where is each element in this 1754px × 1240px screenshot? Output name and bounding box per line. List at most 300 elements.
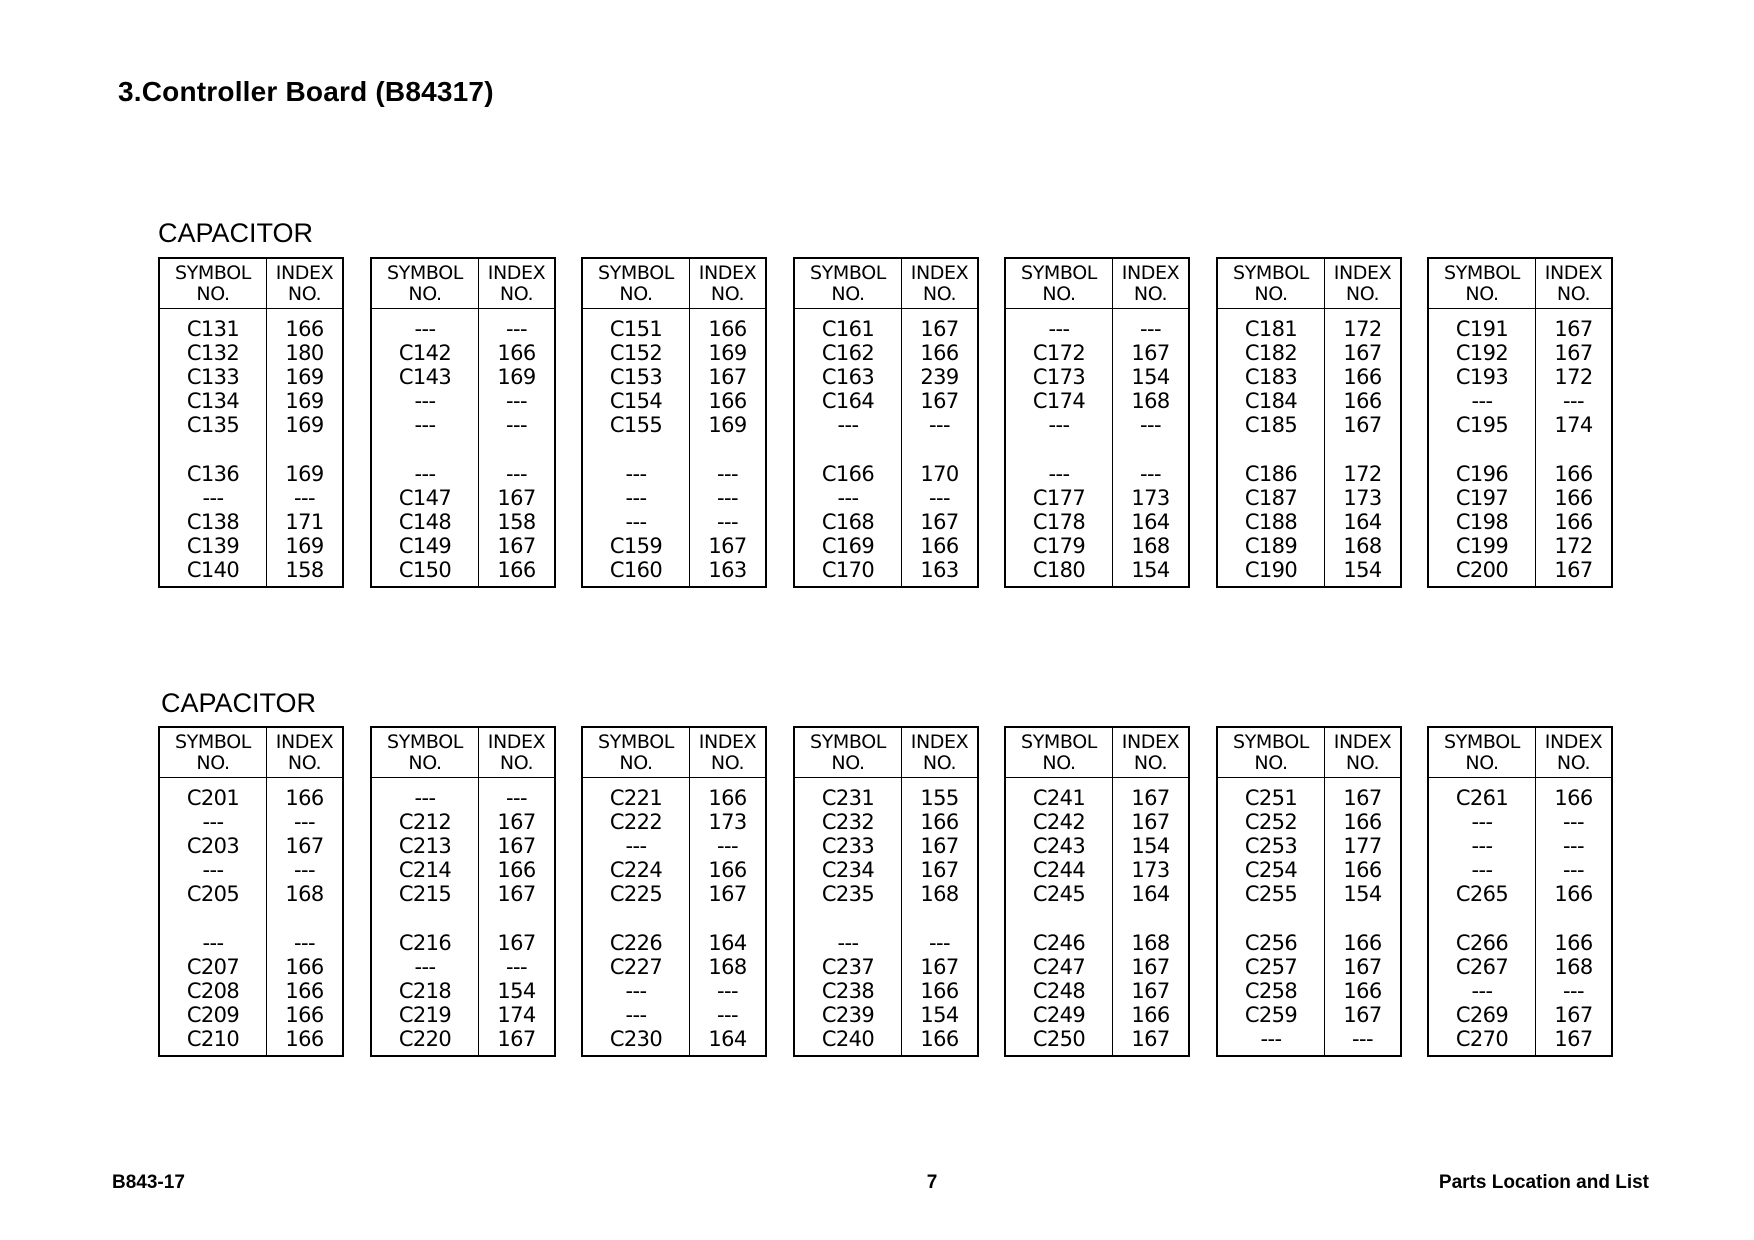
index-no-cell: 166	[1343, 858, 1382, 882]
symbol-no-cell: ---	[1471, 834, 1493, 858]
symbol-no-cell: C162	[821, 341, 875, 365]
symbol-no-header	[795, 730, 901, 776]
header-text: NO.	[408, 752, 442, 774]
index-no-cell: 173	[708, 810, 747, 834]
symbol-no-cell: C230	[609, 1027, 663, 1051]
index-no-cell: 166	[285, 1003, 324, 1027]
symbol-no-cell: C191	[1455, 317, 1509, 341]
header-divider	[160, 777, 342, 778]
symbol-no-cell: C209	[186, 1003, 240, 1027]
header-text: NO.	[1556, 752, 1591, 774]
symbol-no-cell: ---	[1471, 979, 1493, 1003]
symbol-no-cell: C254	[1244, 858, 1298, 882]
symbol-no-cell: C242	[1032, 810, 1086, 834]
index-no-cell: 168	[1554, 955, 1593, 979]
symbol-no-cell: C266	[1455, 931, 1509, 955]
index-no-header	[267, 730, 342, 776]
symbol-no-cell: C219	[398, 1003, 452, 1027]
symbol-no-cell: C140	[186, 558, 240, 582]
symbol-no-cell: C226	[609, 931, 663, 955]
index-no-cell: 166	[920, 810, 959, 834]
index-no-cell: 169	[285, 389, 324, 413]
symbol-no-cell: ---	[414, 413, 436, 437]
footer-model-number: B843-17	[112, 1172, 185, 1193]
index-no-cell: 167	[1131, 955, 1170, 979]
header-text: INDEX	[1333, 731, 1392, 753]
symbol-no-cell: ---	[414, 786, 436, 810]
symbol-no-cell: C247	[1032, 955, 1086, 979]
header-text: SYMBOL	[810, 731, 886, 753]
symbol-no-cell: ---	[414, 389, 436, 413]
index-no-cell: 164	[1131, 510, 1170, 534]
index-no-header	[1536, 261, 1611, 307]
index-no-cell: 172	[1554, 365, 1593, 389]
symbol-no-cell: ---	[837, 486, 859, 510]
symbol-no-cell: C172	[1032, 341, 1086, 365]
symbol-no-cell: C253	[1244, 834, 1298, 858]
symbol-no-cell: ---	[837, 931, 859, 955]
index-no-cell: 166	[1554, 786, 1593, 810]
symbol-no-cell: C257	[1244, 955, 1298, 979]
index-no-cell: ---	[1140, 413, 1161, 437]
index-no-cell: 167	[1131, 979, 1170, 1003]
index-no-cell: 168	[1343, 534, 1382, 558]
index-no-cell: ---	[506, 955, 527, 979]
symbol-no-cell: C182	[1244, 341, 1298, 365]
symbol-no-cell: C142	[398, 341, 452, 365]
parts-table	[793, 726, 979, 1057]
parts-table	[370, 257, 556, 588]
header-divider	[1429, 308, 1611, 309]
symbol-no-cell: C267	[1455, 955, 1509, 979]
index-no-cell: 166	[708, 786, 747, 810]
symbol-no-cell: C132	[186, 341, 240, 365]
symbol-no-cell: ---	[625, 1003, 647, 1027]
index-no-cell: 167	[497, 810, 536, 834]
index-no-cell: 164	[708, 931, 747, 955]
header-text: SYMBOL	[1233, 262, 1309, 284]
symbol-no-cell: C214	[398, 858, 452, 882]
symbol-no-cell: ---	[1471, 810, 1493, 834]
symbol-no-cell: ---	[202, 858, 224, 882]
index-no-cell: 172	[1554, 534, 1593, 558]
header-text: SYMBOL	[387, 262, 463, 284]
index-no-cell: ---	[1140, 462, 1161, 486]
index-no-header	[1113, 730, 1188, 776]
symbol-no-cell: C255	[1244, 882, 1298, 906]
header-text: INDEX	[910, 731, 969, 753]
symbol-no-cell: C256	[1244, 931, 1298, 955]
header-divider	[372, 777, 554, 778]
index-no-header	[1325, 730, 1400, 776]
header-text: NO.	[619, 752, 653, 774]
header-divider	[1429, 777, 1611, 778]
parts-table	[370, 726, 556, 1057]
header-divider	[160, 308, 342, 309]
symbol-no-cell: C203	[186, 834, 240, 858]
symbol-no-cell: C218	[398, 979, 452, 1003]
header-text: NO.	[287, 283, 322, 305]
header-text: NO.	[1556, 283, 1591, 305]
index-no-cell: 172	[1343, 317, 1382, 341]
symbol-no-cell: C246	[1032, 931, 1086, 955]
symbol-no-cell: C187	[1244, 486, 1298, 510]
header-text: NO.	[408, 283, 442, 305]
index-no-cell: 167	[497, 534, 536, 558]
parts-table	[158, 726, 344, 1057]
header-divider	[1218, 777, 1400, 778]
header-text: NO.	[499, 752, 534, 774]
index-no-cell: 167	[920, 389, 959, 413]
index-no-cell: 167	[1343, 786, 1382, 810]
symbol-no-cell: C225	[609, 882, 663, 906]
index-no-cell: 167	[1554, 1027, 1593, 1051]
index-no-cell: 164	[1131, 882, 1170, 906]
header-text: SYMBOL	[175, 731, 251, 753]
index-no-cell: 166	[497, 341, 536, 365]
index-no-cell: ---	[1140, 317, 1161, 341]
header-text: NO.	[922, 752, 957, 774]
symbol-no-cell: C238	[821, 979, 875, 1003]
symbol-no-cell: C233	[821, 834, 875, 858]
symbol-no-cell: ---	[837, 413, 859, 437]
symbol-no-cell: ---	[202, 810, 224, 834]
symbol-no-cell: ---	[202, 931, 224, 955]
symbol-no-header	[1429, 261, 1535, 307]
index-no-cell: 169	[708, 341, 747, 365]
symbol-no-cell: C200	[1455, 558, 1509, 582]
symbol-no-cell: ---	[625, 510, 647, 534]
symbol-no-cell: C201	[186, 786, 240, 810]
index-no-cell: 154	[1131, 365, 1170, 389]
parts-table	[158, 257, 344, 588]
symbol-no-cell: C131	[186, 317, 240, 341]
page-title: 3.Controller Board (B84317)	[118, 76, 494, 107]
index-no-cell: ---	[1563, 389, 1584, 413]
symbol-no-cell: C192	[1455, 341, 1509, 365]
symbol-no-cell: ---	[1471, 389, 1493, 413]
index-no-cell: ---	[1352, 1027, 1373, 1051]
symbol-no-cell: C151	[609, 317, 663, 341]
header-text: NO.	[1345, 283, 1380, 305]
index-no-cell: 166	[285, 786, 324, 810]
header-text: INDEX	[487, 731, 546, 753]
header-text: INDEX	[487, 262, 546, 284]
index-no-cell: 166	[708, 858, 747, 882]
index-no-cell: 167	[497, 1027, 536, 1051]
index-no-cell: 167	[708, 882, 747, 906]
index-no-cell: 166	[920, 979, 959, 1003]
index-no-cell: 167	[920, 510, 959, 534]
index-no-cell: ---	[717, 834, 738, 858]
index-no-header	[690, 261, 765, 307]
index-no-cell: 166	[1554, 882, 1593, 906]
symbol-no-cell: C159	[609, 534, 663, 558]
symbol-no-cell: C184	[1244, 389, 1298, 413]
symbol-no-cell: ---	[414, 955, 436, 979]
symbol-no-cell: C178	[1032, 510, 1086, 534]
symbol-no-cell: C139	[186, 534, 240, 558]
index-no-cell: 154	[497, 979, 536, 1003]
index-no-cell: 154	[1131, 834, 1170, 858]
symbol-no-cell: C161	[821, 317, 875, 341]
index-no-cell: 166	[1343, 931, 1382, 955]
index-no-cell: 170	[920, 462, 959, 486]
symbol-no-cell: C269	[1455, 1003, 1509, 1027]
symbol-no-cell: C190	[1244, 558, 1298, 582]
index-no-cell: 163	[708, 558, 747, 582]
header-text: NO.	[1042, 283, 1076, 305]
symbol-no-cell: C147	[398, 486, 452, 510]
index-no-cell: 169	[497, 365, 536, 389]
header-text: NO.	[831, 752, 865, 774]
symbol-no-header	[1218, 730, 1324, 776]
header-text: SYMBOL	[598, 731, 674, 753]
symbol-no-cell: C163	[821, 365, 875, 389]
index-no-cell: 166	[1131, 1003, 1170, 1027]
index-no-header	[902, 261, 977, 307]
index-no-header	[1325, 261, 1400, 307]
symbol-no-cell: C193	[1455, 365, 1509, 389]
header-text: INDEX	[1121, 731, 1180, 753]
symbol-no-cell: C245	[1032, 882, 1086, 906]
header-text: SYMBOL	[1021, 262, 1097, 284]
section-label: CAPACITOR	[161, 688, 317, 718]
index-no-cell: 167	[708, 534, 747, 558]
index-no-cell: ---	[506, 413, 527, 437]
index-no-cell: ---	[1563, 858, 1584, 882]
symbol-no-cell: ---	[625, 834, 647, 858]
symbol-no-cell: C240	[821, 1027, 875, 1051]
index-no-cell: 167	[1343, 1003, 1382, 1027]
index-no-cell: 166	[1343, 810, 1382, 834]
symbol-no-cell: C220	[398, 1027, 452, 1051]
symbol-no-cell: C169	[821, 534, 875, 558]
symbol-no-cell: C248	[1032, 979, 1086, 1003]
index-no-cell: 155	[920, 786, 959, 810]
header-divider	[583, 777, 765, 778]
index-no-cell: 167	[1131, 341, 1170, 365]
symbol-no-cell: C212	[398, 810, 452, 834]
header-text: SYMBOL	[1233, 731, 1309, 753]
index-no-cell: 167	[497, 486, 536, 510]
index-no-cell: 166	[285, 317, 324, 341]
symbol-no-cell: C231	[821, 786, 875, 810]
symbol-no-cell: C170	[821, 558, 875, 582]
symbol-no-cell: C222	[609, 810, 663, 834]
symbol-no-cell: C210	[186, 1027, 240, 1051]
symbol-no-cell: ---	[625, 462, 647, 486]
symbol-no-header	[1006, 730, 1112, 776]
symbol-no-header	[583, 730, 689, 776]
header-text: NO.	[196, 752, 230, 774]
symbol-no-cell: C152	[609, 341, 663, 365]
index-no-cell: ---	[506, 389, 527, 413]
parts-table	[1004, 726, 1190, 1057]
header-text: NO.	[1254, 752, 1288, 774]
index-no-cell: 163	[920, 558, 959, 582]
header-text: INDEX	[698, 731, 757, 753]
index-no-cell: 167	[1343, 955, 1382, 979]
header-text: NO.	[1133, 752, 1168, 774]
index-no-cell: 167	[1554, 558, 1593, 582]
index-no-cell: 180	[285, 341, 324, 365]
header-text: NO.	[499, 283, 534, 305]
symbol-no-cell: C207	[186, 955, 240, 979]
index-no-cell: 154	[920, 1003, 959, 1027]
index-no-cell: ---	[929, 413, 950, 437]
symbol-no-cell: C149	[398, 534, 452, 558]
parts-table	[1216, 257, 1402, 588]
index-no-cell: ---	[294, 486, 315, 510]
index-no-cell: 167	[920, 834, 959, 858]
parts-table	[581, 257, 767, 588]
header-text: SYMBOL	[1444, 731, 1520, 753]
symbol-no-cell: C189	[1244, 534, 1298, 558]
symbol-no-cell: C205	[186, 882, 240, 906]
section-label: CAPACITOR	[158, 218, 314, 248]
symbol-no-cell: ---	[202, 486, 224, 510]
header-divider	[1006, 777, 1188, 778]
symbol-no-cell: C166	[821, 462, 875, 486]
footer-section-name: Parts Location and List	[1438, 1172, 1649, 1193]
index-no-cell: 169	[285, 534, 324, 558]
header-text: NO.	[831, 283, 865, 305]
index-no-cell: 166	[285, 1027, 324, 1051]
index-no-cell: 169	[285, 462, 324, 486]
symbol-no-cell: C133	[186, 365, 240, 389]
header-text: INDEX	[698, 262, 757, 284]
symbol-no-cell: C252	[1244, 810, 1298, 834]
index-no-cell: 167	[920, 858, 959, 882]
index-no-cell: 168	[1131, 389, 1170, 413]
header-text: NO.	[1465, 752, 1499, 774]
symbol-no-cell: ---	[625, 486, 647, 510]
index-no-cell: 172	[1343, 462, 1382, 486]
index-no-cell: 166	[920, 534, 959, 558]
symbol-no-cell: C249	[1032, 1003, 1086, 1027]
index-no-cell: 168	[1131, 534, 1170, 558]
index-no-cell: 166	[1554, 486, 1593, 510]
index-no-cell: 177	[1343, 834, 1382, 858]
index-no-cell: 168	[708, 955, 747, 979]
index-no-cell: 166	[285, 979, 324, 1003]
index-no-cell: 173	[1131, 486, 1170, 510]
header-text: NO.	[710, 752, 745, 774]
index-no-cell: 158	[497, 510, 536, 534]
symbol-no-cell: ---	[1048, 413, 1070, 437]
index-no-cell: 167	[1554, 317, 1593, 341]
symbol-no-cell: C135	[186, 413, 240, 437]
index-no-cell: 167	[920, 317, 959, 341]
header-divider	[372, 308, 554, 309]
header-divider	[795, 777, 977, 778]
index-no-cell: 168	[285, 882, 324, 906]
symbol-no-cell: C150	[398, 558, 452, 582]
symbol-no-cell: C250	[1032, 1027, 1086, 1051]
header-text: SYMBOL	[175, 262, 251, 284]
symbol-no-cell: C188	[1244, 510, 1298, 534]
symbol-no-cell: C173	[1032, 365, 1086, 389]
index-no-cell: 167	[708, 365, 747, 389]
symbol-no-cell: C270	[1455, 1027, 1509, 1051]
header-text: INDEX	[275, 731, 334, 753]
symbol-no-cell: C160	[609, 558, 663, 582]
symbol-no-cell: C244	[1032, 858, 1086, 882]
symbol-no-cell: C227	[609, 955, 663, 979]
index-no-cell: ---	[506, 317, 527, 341]
index-no-cell: 168	[1131, 931, 1170, 955]
symbol-no-cell: C221	[609, 786, 663, 810]
index-no-header	[479, 730, 554, 776]
index-no-cell: 169	[708, 413, 747, 437]
index-no-cell: ---	[294, 858, 315, 882]
index-no-cell: 166	[497, 858, 536, 882]
symbol-no-cell: C259	[1244, 1003, 1298, 1027]
index-no-cell: ---	[1563, 834, 1584, 858]
header-text: NO.	[1042, 752, 1076, 774]
index-no-cell: ---	[506, 786, 527, 810]
index-no-cell: 166	[708, 389, 747, 413]
symbol-no-header	[372, 261, 478, 307]
header-text: NO.	[1133, 283, 1168, 305]
index-no-cell: ---	[1563, 810, 1584, 834]
index-no-cell: 166	[920, 1027, 959, 1051]
symbol-no-cell: C199	[1455, 534, 1509, 558]
symbol-no-cell: C164	[821, 389, 875, 413]
index-no-cell: 167	[1131, 810, 1170, 834]
index-no-cell: 167	[1343, 413, 1382, 437]
symbol-no-cell: C177	[1032, 486, 1086, 510]
index-no-cell: ---	[717, 462, 738, 486]
symbol-no-cell: C215	[398, 882, 452, 906]
symbol-no-cell: C181	[1244, 317, 1298, 341]
symbol-no-cell: C195	[1455, 413, 1509, 437]
index-no-cell: 166	[1343, 979, 1382, 1003]
symbol-no-header	[795, 261, 901, 307]
index-no-cell: 168	[920, 882, 959, 906]
header-text: NO.	[922, 283, 957, 305]
symbol-no-cell: C138	[186, 510, 240, 534]
index-no-cell: 167	[497, 834, 536, 858]
index-no-cell: 166	[920, 341, 959, 365]
header-text: INDEX	[1333, 262, 1392, 284]
index-no-cell: 167	[1554, 341, 1593, 365]
index-no-cell: 169	[285, 365, 324, 389]
symbol-no-cell: C134	[186, 389, 240, 413]
index-no-cell: 174	[497, 1003, 536, 1027]
index-no-cell: 154	[1343, 558, 1382, 582]
symbol-no-header	[1218, 261, 1324, 307]
header-text: SYMBOL	[1444, 262, 1520, 284]
symbol-no-cell: ---	[414, 462, 436, 486]
index-no-header	[1536, 730, 1611, 776]
symbol-no-cell: C136	[186, 462, 240, 486]
index-no-cell: ---	[717, 979, 738, 1003]
header-divider	[1006, 308, 1188, 309]
symbol-no-cell: C185	[1244, 413, 1298, 437]
index-no-cell: 166	[708, 317, 747, 341]
symbol-no-header	[1429, 730, 1535, 776]
symbol-no-cell: ---	[1260, 1027, 1282, 1051]
symbol-no-cell: C216	[398, 931, 452, 955]
index-no-cell: 174	[1554, 413, 1593, 437]
header-divider	[583, 308, 765, 309]
index-no-cell: 164	[1343, 510, 1382, 534]
symbol-no-cell: C232	[821, 810, 875, 834]
symbol-no-cell: C237	[821, 955, 875, 979]
header-text: SYMBOL	[810, 262, 886, 284]
